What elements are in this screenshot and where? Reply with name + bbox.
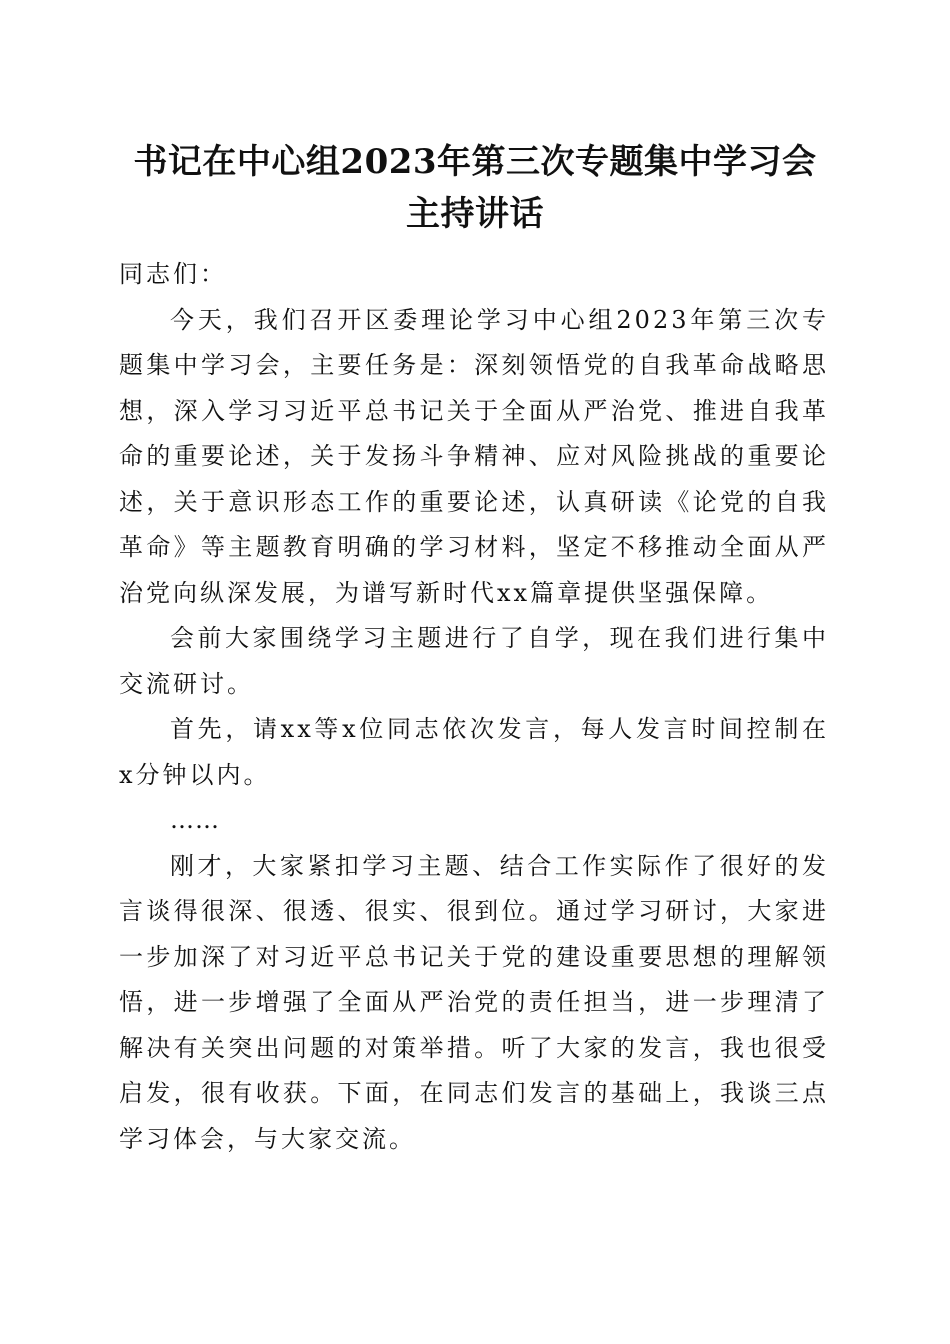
paragraph-summary: 刚才，大家紧扣学习主题、结合工作实际作了很好的发言谈得很深、很透、很实、很到位。通过学习研讨，大家进一步加深了对习近平总书记关于党的建设重要思想的理解领悟，进一步增强了全面从严治党的责任担当，进一步理清了解决有关突出问题的对策举措。听了大家的发言，我也很受启发，很有收获。下面，在同志们发言的基础上，我谈三点学习体会，与大家交流。	[119, 851, 829, 1153]
paragraph-ellipsis: ……	[170, 806, 220, 834]
document-body	[119, 252, 829, 1162]
document-title	[95, 136, 855, 240]
salutation: 同志们：	[119, 260, 227, 288]
title-line-2: 主持讲话	[406, 194, 544, 234]
paragraph-self-study: 会前大家围绕学习主题进行了自学，现在我们进行集中交流研讨。	[119, 624, 829, 698]
title-line-1: 书记在中心组2023年第三次专题集中学习会	[133, 142, 817, 182]
paragraph-opening: 今天，我们召开区委理论学习中心组2023年第三次专题集中学习会，主要任务是：深刻领悟党的自我革命战略思想，深入学习习近平总书记关于全面从严治党、推进自我革命的重要论述，关于发扬斗争精神、应对风险挑战的重要论述，关于意识形态工作的重要论述，认真研读《论党的自我革命》等主题教育明确的学习材料，坚定不移推动全面从严治党向纵深发展，为谱写新时代xx篇章提供坚强保障。	[119, 305, 829, 607]
paragraph-speaking-order: 首先，请xx等x位同志依次发言，每人发言时间控制在x分钟以内。	[119, 715, 829, 789]
